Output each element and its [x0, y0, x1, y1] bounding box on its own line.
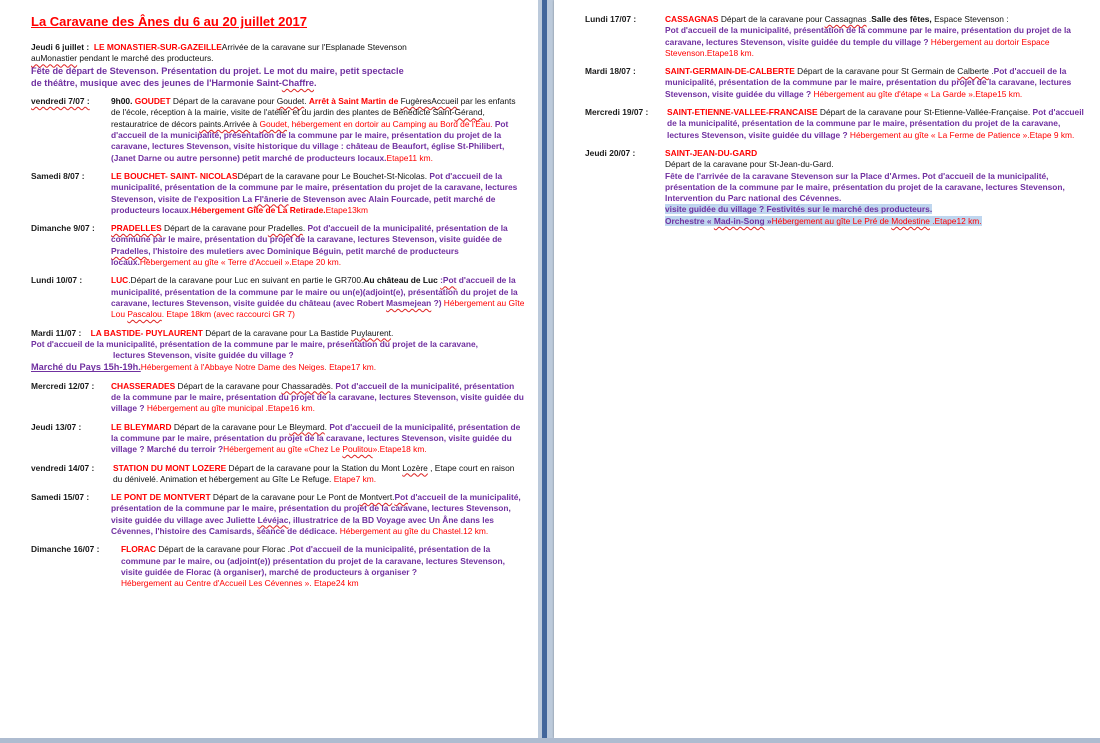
- entry-text: Départ de la caravane pour St Germain de: [794, 66, 958, 77]
- entry-highlight: de théâtre, musique avec des jeunes de l'Harmonie Saint-: [31, 77, 282, 88]
- entry-text: .: [302, 223, 306, 234]
- entry-etape: Etape11 km.: [386, 152, 433, 163]
- entry-date: Samedi 15/07 :: [31, 492, 90, 503]
- entry-body: [665, 14, 1090, 59]
- entry-text: Pradelles: [111, 245, 149, 256]
- entry-place: LE MONASTIER-SUR-GAZEILLE: [93, 42, 222, 52]
- entry-text: Pot d'accueil de la municipalité, présentation de la commune par le maire, présentation du projet de la caravane, lectures Stevenson, visite historique du village : château de Beaufort, église St-Philibert, (Janet Darne ou autre personne) petit marché de producteurs locaux.: [111, 118, 509, 163]
- document-page-right: [554, 0, 1100, 738]
- entry-body: [665, 66, 1090, 100]
- entry-text: Arrêt à Saint Martin de: [308, 96, 401, 107]
- entry-text: .: [324, 421, 327, 432]
- entry-text: Départ de la caravane pour: [170, 96, 277, 107]
- entry-body: [665, 148, 1090, 227]
- entry-text: Masmejean: [386, 297, 432, 308]
- entry-text: Hébergement au gîte « Terre d'Accueil ».Etape 20 km.: [139, 257, 342, 268]
- document-page-left: [0, 0, 538, 738]
- entry-text: Départ de la caravane pour: [161, 223, 268, 234]
- entry-text: Départ de la caravane pour: [175, 380, 282, 391]
- entry-date: Jeudi 13/07 :: [31, 421, 82, 432]
- entry-place: LE BLEYMARD: [111, 421, 172, 432]
- entry-text: Mad-in-Song: [713, 215, 765, 226]
- entry-text: , restauratrice de décors: [111, 107, 485, 129]
- entry-text: Montvert: [359, 492, 393, 503]
- entry-text: Départ de la caravane pour la Station du Mont: [226, 462, 403, 473]
- entry-text: Calberte: [957, 66, 989, 77]
- entry-place: LUC: [111, 275, 129, 286]
- entry-body: [111, 381, 526, 415]
- entry-date: vendredi 7/07 :: [31, 96, 90, 107]
- entry-text: Hébergement au gîte Le Pré de: [771, 215, 892, 226]
- entry-text: Hébergement au gîte «Chez Le: [223, 444, 343, 455]
- entry-text: d'accueil de la municipalité, présentation de la commune par le maire, présentation du projet de la caravane, lectures Stevenson, visite guidée du village avec Juliette: [111, 492, 521, 525]
- entry-text: Chassaradès: [281, 380, 331, 391]
- entry-text: lectures Stevenson, visite guidée du village ?: [113, 350, 294, 361]
- entry-text: Fête de l'arrivée de la caravane Stevenson sur la Place d'Armes. Pot d'accueil de la municipalité, présentation de la commune par le maire, présentation du projet de la caravane, lectures Stevenson, Intervention du Parc national des Cévennes.: [665, 170, 1065, 204]
- entry-text: Hébergement au Centre d'Accueil Les Cévennes ». Etape24 km: [121, 578, 359, 589]
- entry-text: Pradelles: [267, 223, 303, 234]
- entry-text: Hébergement Gîte de La Retirade.: [191, 204, 326, 215]
- entry-date: Mardi 18/07 :: [585, 66, 636, 77]
- entry-body: [111, 96, 526, 164]
- entry-place: FLORAC: [121, 544, 156, 555]
- entry-date: Lundi 17/07 :: [585, 14, 637, 24]
- entry-place: CHASSERADES: [111, 380, 176, 391]
- itinerary-entry-mardi-18: [585, 66, 1090, 100]
- entry-text: Hébergement au dortoir Espace Stevenson.Etape18 km.: [665, 36, 1050, 58]
- entry-date: Lundi 10/07 :: [31, 275, 83, 286]
- entry-highlight: Fête de départ de Stevenson. Présentation du projet. Le mot du maire, petit spectacle: [31, 65, 404, 76]
- entry-text: .Départ de la caravane pour Luc en suivant en partie le GR700.: [128, 275, 364, 286]
- entry-text: Modestine: [891, 215, 930, 226]
- entry-text: visite guidée du village ? Festivités sur le marché des producteurs.: [665, 204, 933, 215]
- entry-text: Lévéjac: [257, 514, 289, 525]
- entry-text: Bleymard: [289, 421, 325, 432]
- entry-highlight: Chaffre: [281, 77, 315, 88]
- entry-place: CASSAGNAS: [665, 14, 719, 24]
- entry-text: d'accueil de la municipalité, présentation de la commune par le maire ou un(e)(adjoint(e), présentation du projet de la caravane, lectures Stevenson, visite guidée du château (avec Robert: [111, 275, 518, 308]
- entry-place: LE BOUCHET- SAINT- NICOLAS: [111, 170, 238, 181]
- entry-text: .: [304, 96, 309, 107]
- entry-place: SAINT-ETIENNE-VALLEE-FRANCAISE: [667, 107, 818, 118]
- entry-text: .: [392, 492, 395, 503]
- entry-text: , illustratrice de la BD Voyage avec Un Âne dans les Cévennes, l'histoire des Camisards, séance de dédicace.: [111, 514, 494, 536]
- entry-place: SAINT-JEAN-DU-GARD: [665, 147, 758, 158]
- itinerary-entry-vendredi-7: [31, 96, 526, 164]
- itinerary-entry-vendredi-14: [31, 463, 526, 486]
- itinerary-entry-mercredi-12: [31, 381, 526, 415]
- entry-text: ?): [431, 297, 442, 308]
- entry-text: .: [866, 14, 872, 24]
- entry-text: Départ de la caravane pour Le: [171, 421, 290, 432]
- entry-text: Gérand: [454, 107, 483, 118]
- entry-body: [667, 107, 1090, 141]
- entry-text: pendant le marché des producteurs.: [77, 53, 214, 64]
- entry-date: Mercredi 12/07 :: [31, 380, 95, 391]
- entry-text: Pot d'accueil de la municipalité, présentation de la commune par le maire, ou (adjoint(e)) présentation du projet de la caravane, lectures Stevenson, visite guidée de Florac (à organiser), marché de producteurs à organiser ?: [121, 544, 505, 577]
- bottom-strip: [0, 738, 1100, 743]
- entry-text: .Etape12 km.: [929, 215, 982, 226]
- entry-text: FugèresAccueil: [400, 96, 459, 107]
- entry-text: Départ de la caravane pour St-Etienne-Vallée-Française.: [817, 107, 1031, 118]
- entry-text: Goudet: [276, 96, 305, 107]
- itinerary-entry-lundi-10: [31, 275, 526, 320]
- entry-body: [113, 463, 526, 486]
- entry-text: Hébergement au gîte « La Ferme de Patience ».Etape 9 km.: [847, 129, 1075, 140]
- entry-text: Salle des fêtes,: [871, 14, 932, 24]
- entry-place: LE PONT DE MONTVERT: [111, 492, 211, 503]
- entry-date: Mercredi 19/07 :: [585, 107, 649, 118]
- entry-text: Arrivée de la caravane sur l'Esplanade Stevenson: [221, 42, 407, 52]
- entry-date: Dimanche 9/07 :: [31, 223, 95, 234]
- entry-text: Pot d'accueil de la municipalité, présentation de la commune par le maire, présentation du projet de la caravane, lectures Stevenson, visite guidée du temple du village ?: [665, 25, 1071, 47]
- entry-etape: Etape7 km.: [331, 473, 377, 484]
- entry-text: Orchestre «: [665, 215, 714, 226]
- entry-body: [111, 275, 526, 320]
- entry-text: Départ de la caravane pour Le Bouchet-St-Nicolas.: [237, 170, 428, 181]
- entry-date: Jeudi 20/07 :: [585, 147, 636, 158]
- itinerary-entry-dimanche-9: [31, 223, 526, 268]
- entry-body: [111, 223, 526, 268]
- entry-text: Goudet: [259, 118, 287, 129]
- entry-text: , Etape court en raison du dénivelé. Animation et hébergement au Gîte Le Refuge.: [113, 462, 515, 484]
- entry-text: Pot: [394, 492, 408, 503]
- entry-text: Puylaurent: [350, 327, 391, 338]
- entry-text: Lozère: [402, 462, 428, 473]
- entry-text: Hébergement à l'Abbaye Notre Dame des Neiges. Etape17 km.: [140, 362, 377, 373]
- entry-place: SAINT-GERMAIN-DE-CALBERTE: [665, 66, 795, 77]
- entry-text: Départ de la caravane pour St-Jean-du-Gard.: [665, 159, 834, 170]
- itinerary-entry-lundi-17: [585, 14, 1090, 59]
- page-divider: [538, 0, 554, 743]
- entry-highlight: .: [314, 77, 317, 88]
- entry-date: Samedi 8/07 :: [31, 170, 85, 181]
- entry-place: LA BASTIDE- PUYLAURENT: [90, 327, 203, 338]
- entry-text: :Pot: [440, 275, 457, 286]
- entry-text: Départ de la caravane pour Le Pont de: [210, 492, 360, 503]
- entry-time: 9h00.: [111, 96, 133, 107]
- entry-place: GOUDET: [134, 96, 171, 107]
- entry-text: Hébergement au Gîte Lou: [111, 297, 525, 320]
- selected-text[interactable]: [665, 216, 982, 226]
- entry-date: Mardi 11/07 :: [31, 327, 82, 338]
- entry-text: Pot d'accueil de la municipalité, présentation de la commune par le maire, présentation du projet de la caravane, lectures Stevenson, visite guidée de: [111, 223, 508, 245]
- entry-text: paints.Arrivée: [198, 118, 251, 129]
- entry-text: »: [764, 215, 772, 226]
- entry-text: Départ de la caravane pour: [718, 14, 825, 24]
- entry-market: Marché du Pays 15h-19h.: [31, 362, 141, 373]
- entry-text: Cassagnas: [824, 14, 867, 24]
- entry-text: , hébergement en dortoir au Camping au Bord de l'Eau.: [286, 118, 493, 129]
- entry-date: vendredi 14/07 :: [31, 462, 95, 473]
- entry-text: Fl'ânerie: [254, 193, 289, 204]
- entry-body: [121, 544, 526, 589]
- entry-text: Au château de Luc: [363, 275, 441, 286]
- entry-place: PRADELLES: [111, 223, 162, 234]
- entry-date: Jeudi 6 juillet :: [31, 42, 90, 52]
- entry-text: . Etape 18km (avec raccourci GR 7): [161, 309, 295, 320]
- itinerary-entry-dimanche-16: [31, 544, 526, 589]
- entry-text: Pot d'accueil de la municipalité, présentation de la commune par le maire, présentation du projet de la caravane, lectures Stevenson, visite guidée du village ?: [665, 66, 1072, 99]
- itinerary-entry-mercredi-19: [585, 107, 1090, 141]
- itinerary-entry-jeudi-6: [31, 42, 526, 89]
- entry-place: STATION DU MONT LOZERE: [113, 462, 227, 473]
- page-divider-bar: [542, 0, 547, 743]
- entry-text: , l'histoire des muletiers avec Dominique Béguin, petit marché de producteurs locaux.: [111, 245, 459, 268]
- itinerary-entry-mardi-11: [31, 328, 526, 374]
- itinerary-entry-samedi-8: [31, 171, 526, 216]
- entry-text: Hébergement au gîte du Chastel.12 km.: [337, 525, 489, 536]
- entry-text: de Stevenson avec Alain Fourcade, petit marché de producteurs locaux.: [111, 193, 496, 215]
- entry-etape: Etape13km: [325, 204, 368, 215]
- entry-date: Dimanche 16/07 :: [31, 544, 100, 555]
- entry-text: .: [391, 327, 394, 338]
- entry-text: Départ de la caravane pour Florac .: [155, 544, 290, 555]
- entry-text: Poulitou: [342, 444, 373, 455]
- itinerary-entry-jeudi-13: [31, 422, 526, 456]
- entry-text: Pot d'accueil de la municipalité, présentation de la commune par le maire, présentation du projet de la caravane, lectures Stevenson, visite de l'exposition La: [111, 170, 518, 204]
- entry-text: .: [330, 380, 334, 391]
- entry-text: Départ de la caravane pour La Bastide: [202, 327, 351, 338]
- entry-text: auMonastier: [31, 53, 78, 64]
- entry-text: Pot d'accueil de la municipalité, présentation de la commune par le maire, présentation du projet de la caravane, lectures Stevenson, visite guidée du village ?: [667, 107, 1084, 140]
- itinerary-entry-jeudi-20: [585, 148, 1090, 227]
- entry-body: [111, 171, 526, 216]
- entry-text: par les enfants de l'école, réception à la mairie, visite de l'atelier et du jardin des plantes de Bénédicte Saint-: [111, 96, 516, 118]
- entry-text: Pot d'accueil de la municipalité, présentation de la commune par le maire, présentation du projet de la caravane,: [31, 338, 478, 349]
- document-title: La Caravane des Ânes du 6 au 20 juillet 2017: [31, 14, 308, 29]
- entry-text: Pot d'accueil de la municipalité, présentation de la commune par le maire, présentation du projet de la caravane, lectures Stevenson, visite guidée du village ? Marché du terroir ?: [111, 421, 521, 455]
- itinerary-entry-samedi-15: [31, 492, 526, 537]
- entry-body: [111, 492, 526, 537]
- entry-text: Pascalou: [127, 309, 162, 320]
- entry-text: Hébergement au gîte d'étape « La Garde ».Etape15 km.: [811, 88, 1023, 99]
- entry-text: à: [250, 118, 260, 129]
- entry-text: Hébergement au gîte municipal .Etape16 km.: [144, 403, 315, 414]
- entry-text: Espace Stevenson :: [931, 14, 1009, 24]
- entry-text: .: [988, 66, 994, 77]
- entry-text: Pot d'accueil de la municipalité, présentation de la commune par le maire, présentation du projet de la caravane, lectures Stevenson, visite guidée du village ?: [111, 380, 524, 414]
- entry-body: [111, 422, 526, 456]
- entry-text: ».Etape18 km.: [372, 444, 427, 455]
